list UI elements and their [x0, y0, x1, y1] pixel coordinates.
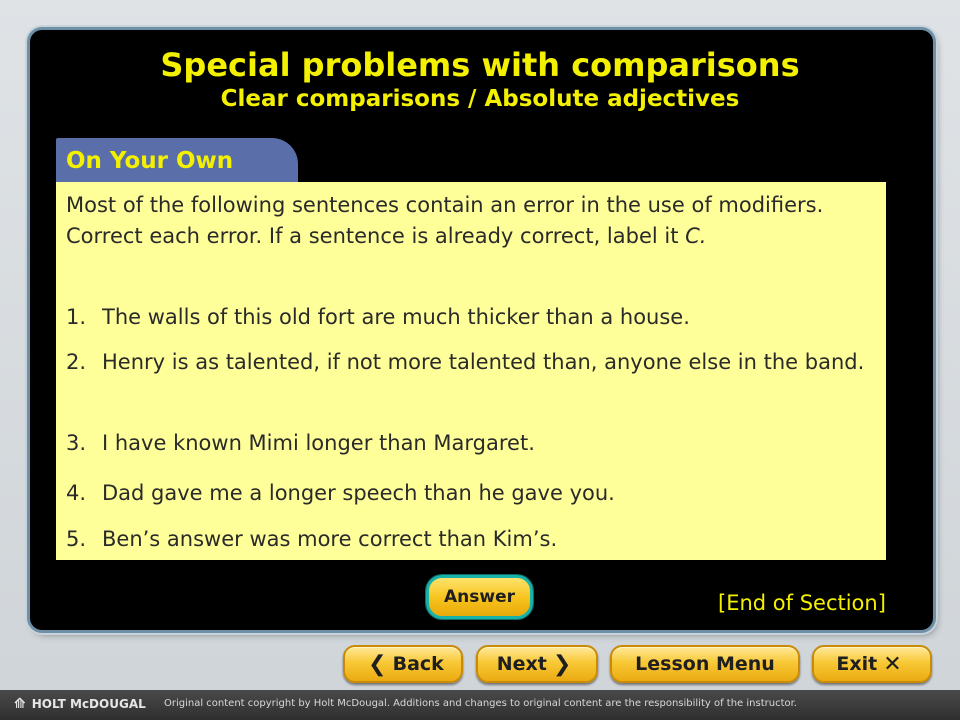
item-text: The walls of this old fort are much thicker than a house.	[102, 305, 690, 329]
publisher-logo-icon: ⟰	[14, 696, 26, 712]
tab-label: On Your Own	[66, 148, 234, 174]
next-button[interactable]	[476, 645, 598, 683]
item-number: 1.	[66, 305, 87, 329]
chevron-left-icon: ❮	[368, 651, 387, 677]
slide-subtitle: Clear comparisons / Absolute adjectives	[220, 86, 740, 112]
exit-button-label: Exit	[836, 653, 878, 675]
item-text: Ben’s answer was more correct than Kim’s.	[102, 527, 558, 551]
list-item	[66, 478, 878, 509]
list-item	[66, 347, 878, 378]
list-item	[66, 524, 878, 555]
end-of-section-link[interactable]: [End of Section]	[718, 591, 886, 615]
publisher-logo	[14, 696, 146, 712]
lesson-menu-button[interactable]	[610, 645, 800, 683]
answer-button-label: Answer	[444, 587, 515, 607]
list-item	[66, 428, 878, 459]
item-text: Dad gave me a longer speech than he gave you.	[102, 481, 615, 505]
chevron-right-icon: ❯	[552, 651, 572, 677]
item-number: 2.	[66, 350, 87, 374]
exit-button[interactable]	[812, 645, 932, 683]
exercise-panel	[56, 182, 886, 560]
instructions	[66, 190, 878, 252]
instructions-text: Most of the following sentences contain an error in the use of modifiers. Correct each error. If a sentence is already correct, label it	[66, 193, 824, 248]
slide-title: Special problems with comparisons	[160, 46, 800, 84]
next-button-label: Next	[496, 653, 547, 675]
item-number: 4.	[66, 481, 87, 505]
close-icon: ✕	[883, 651, 902, 677]
back-button[interactable]	[343, 645, 463, 683]
item-number: 5.	[66, 527, 87, 551]
on-your-own-tab	[56, 138, 298, 184]
item-text: Henry is as talented, if not more talented than, anyone else in the band.	[102, 350, 865, 374]
item-number: 3.	[66, 431, 87, 455]
footer-bar	[0, 690, 960, 720]
back-button-label: Back	[392, 653, 444, 675]
lesson-menu-button-label: Lesson Menu	[635, 653, 775, 675]
list-item	[66, 302, 878, 333]
instructions-italic: C.	[685, 224, 707, 248]
publisher-name: HOLT McDOUGAL	[31, 697, 146, 711]
item-text: I have known Mimi longer than Margaret.	[102, 431, 535, 455]
answer-button[interactable]	[426, 575, 533, 619]
copyright-notice: Original content copyright by Holt McDougal. Additions and changes to original content are the responsibility of the instructor.	[164, 698, 797, 709]
